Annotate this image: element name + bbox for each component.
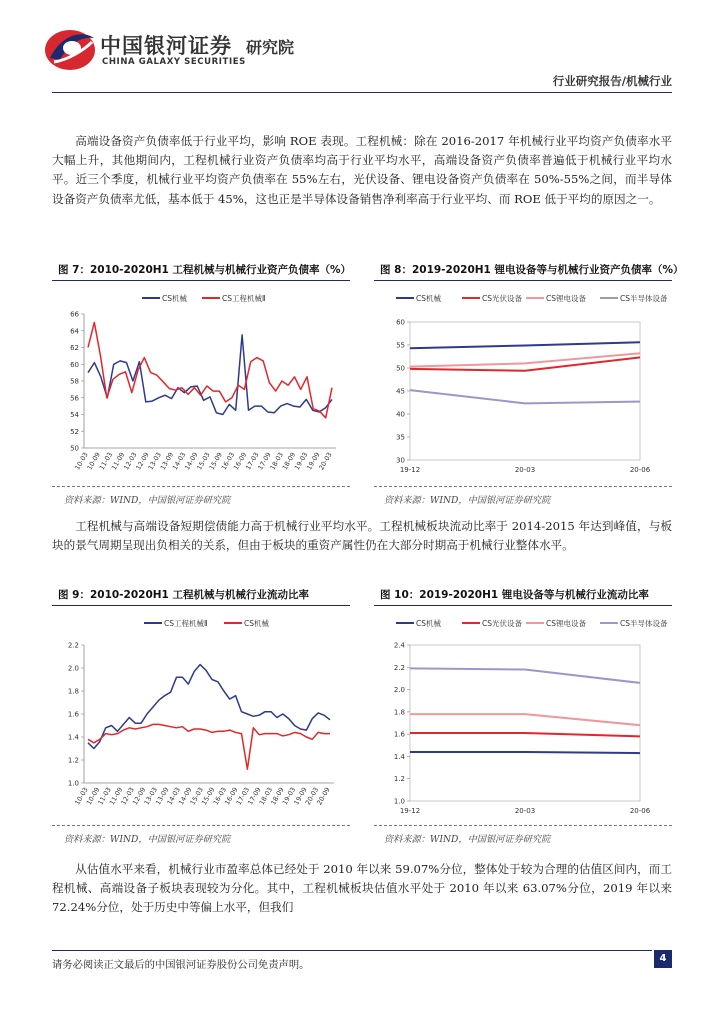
paragraph-2: [52, 517, 672, 555]
fig10-ytick-label-7: 2.4: [393, 641, 405, 650]
fig8-chart: [374, 284, 672, 484]
fig10-xtick-label-1: 20-03: [514, 807, 536, 815]
fig8-source: 资料来源：WIND，中国银河证券研究院: [384, 495, 551, 506]
fig7-ytick-label-1: 52: [70, 427, 79, 436]
company-logo: [42, 24, 312, 76]
fig8-ytick-label-2: 40: [396, 410, 405, 419]
fig7-xtick-label-19: 19-09: [305, 451, 322, 472]
fig8-ytick-label-3: 45: [396, 387, 405, 396]
fig8-series-2: [410, 353, 640, 366]
fig7-xtick-label-17: 18-09: [280, 451, 298, 472]
fig7-xtick-label-4: 12-03: [122, 451, 139, 472]
fig7-xtick-label-11: 15-09: [207, 451, 224, 472]
fig7-xtick-label-6: 13-03: [146, 451, 163, 472]
fig9-xtick-label-11: 15-09: [200, 786, 217, 807]
paragraph-3-text: 从估值水平来看，机械行业市盈率总体已经处于 2010 年以来 59.07%分位，整体处于较为合理的估值区间内，而工程机械、高端设备子板块表现较为分化。其中，工程机械板块估值水平处于 2010 年以来 63.07%分位，2019 年以来 72.24%分位，处于历史中等偏上水平，但我们: [52, 862, 672, 915]
fig10-legend-label-0: CS机械: [416, 619, 441, 628]
fig7-ytick-label-3: 56: [70, 394, 79, 403]
fig8-ytick-label-1: 35: [396, 433, 405, 442]
fig9-xtick-label-13: 16-09: [223, 786, 240, 807]
fig9-xtick-label-5: 12-09: [130, 786, 148, 807]
fig8-xtick-label-1: 20-03: [514, 466, 536, 474]
fig7-ytick-label-5: 60: [70, 360, 79, 369]
fig9-xtick-label-12: 16-03: [211, 786, 229, 807]
fig9-xtick-label-20: 20-03: [303, 786, 321, 807]
fig10-ytick-label-1: 1.2: [393, 775, 405, 784]
fig9-xtick-label-3: 11-09: [107, 786, 125, 807]
fig7-series-0: [88, 335, 332, 415]
fig10-xtick-label-0: 19-12: [399, 807, 421, 815]
fig9-ytick-label-4: 1.8: [67, 687, 79, 696]
company-name-en: CHINA GALAXY SECURITIES: [102, 57, 246, 67]
fig9-xtick-label-8: 14-03: [165, 786, 182, 807]
fig7-xtick-label-3: 11-09: [109, 451, 127, 472]
fig10-source-rule: [374, 825, 672, 826]
fig8-source-rule: [374, 486, 672, 487]
fig9-ytick-label-3: 1.6: [67, 710, 79, 719]
fig7-xtick-label-7: 13-09: [158, 451, 176, 472]
fig9-xtick-label-17: 18-09: [269, 786, 286, 807]
fig8-series-3: [410, 390, 640, 403]
fig10-legend-label-1: CS光伏设备: [482, 619, 522, 628]
fig10-xtick-label-2: 20-06: [629, 807, 651, 815]
paragraph-2-text: 工程机械与高端设备短期偿债能力高于机械行业平均水平。工程机械板块流动比率于 2014-2015 年达到峰值，与板块的景气周期呈现出负相关的关系，但由于板块的重资产属性仍在大部分时期高于机械行业整体水平。: [52, 519, 672, 553]
fig9-xtick-label-18: 19-03: [280, 786, 298, 807]
fig10-ytick-label-5: 2.0: [393, 686, 405, 695]
fig10-ytick-label-3: 1.6: [393, 730, 405, 739]
fig9-xtick-label-4: 12-03: [119, 786, 136, 807]
fig10-series-2: [410, 714, 640, 725]
fig9-source: 资料来源：WIND，中国银河证券研究院: [64, 834, 231, 845]
report-category: 行业研究报告/机械行业: [552, 74, 672, 88]
fig7-xtick-label-2: 11-03: [97, 451, 115, 472]
fig7-legend-label-1: CS工程机械Ⅱ: [222, 294, 266, 303]
fig10-title-rule: [374, 605, 672, 606]
fig9-title-rule: [52, 605, 350, 606]
paragraph-1: [52, 132, 672, 209]
fig7-xtick-label-9: 14-09: [183, 451, 200, 472]
fig10-ytick-label-0: 1.0: [393, 797, 405, 806]
fig8-ytick-label-4: 50: [396, 364, 405, 373]
fig7-xtick-label-8: 14-03: [170, 451, 188, 472]
fig8-xtick-label-0: 19-12: [399, 466, 421, 474]
fig10-chart: [374, 609, 672, 823]
fig9-ytick-label-5: 2.0: [67, 664, 79, 673]
fig9-series-0: [88, 665, 330, 749]
fig7-xtick-label-0: 10-03: [73, 451, 90, 472]
fig7-xtick-label-20: 20-03: [317, 451, 334, 472]
fig7-ytick-label-2: 54: [70, 411, 79, 419]
fig7-ytick-label-8: 66: [70, 310, 79, 319]
fig8-xtick-label-2: 20-06: [629, 466, 651, 474]
fig10-ytick-label-2: 1.4: [393, 752, 405, 761]
fig10-title: 图 10：2019-2020H1 锂电设备等与机械行业流动比率: [380, 589, 649, 601]
fig10-ytick-label-4: 1.8: [393, 708, 405, 717]
paragraph-1-text: 高端设备资产负债率低于行业平均，影响 ROE 表现。工程机械：除在 2016-2017 年机械行业平均资产负债率水平大幅上升，其他期间内，工程机械行业资产负债率均高于行业平均水平，高端设备资产负债率普遍低于机械行业平均水平。近三个季度，机械行业平均资产负债率在 55%左右，光伏设备、锂电设备资产负债率在 50%-55%之间，而半导体设备资产负债率尤低，基本低于 45%，这也正是半导体设备销售净利率高于行业平均、而 ROE 低于平均的原因之一。: [52, 134, 672, 206]
fig9-xtick-label-1: 10-09: [84, 786, 102, 807]
fig10-series-0: [410, 752, 640, 753]
fig8-title: 图 8：2019-2020H1 锂电设备等与机械行业资产负债率（%）: [380, 264, 684, 276]
fig7-source: 资料来源：WIND，中国银河证券研究院: [64, 495, 231, 506]
fig7-ytick-label-4: 58: [70, 377, 79, 386]
fig7-legend-label-0: CS机械: [162, 294, 187, 303]
fig7-series-1: [88, 322, 332, 417]
fig7-ytick-label-6: 62: [70, 344, 79, 352]
fig9-title: 图 9：2010-2020H1 工程机械与机械行业流动比率: [58, 589, 310, 601]
fig9-ytick-label-1: 1.2: [67, 756, 79, 765]
fig10-ytick-label-6: 2.2: [393, 663, 405, 672]
fig8-ytick-label-0: 30: [396, 456, 405, 465]
fig9-xtick-label-10: 15-03: [188, 786, 205, 807]
fig7-xtick-label-18: 19-03: [292, 451, 310, 472]
fig9-xtick-label-0: 10-03: [73, 786, 90, 807]
fig9-ytick-label-6: 2.2: [67, 641, 79, 650]
fig8-title-rule: [374, 280, 672, 281]
fig9-xtick-label-7: 13-09: [154, 786, 171, 807]
fig10-series-1: [410, 733, 640, 736]
fig9-ytick-label-0: 1.0: [67, 779, 79, 788]
fig10-legend-label-3: CS半导体设备: [620, 619, 668, 628]
footer-disclaimer: 请务必阅读正文最后的中国银河证券股份公司免责声明。: [52, 959, 310, 971]
fig9-xtick-label-6: 13-03: [142, 786, 159, 807]
fig7-chart: [52, 284, 350, 484]
fig7-xtick-label-10: 15-03: [195, 451, 212, 472]
paragraph-3: [52, 860, 672, 918]
fig9-xtick-label-15: 17-09: [246, 786, 263, 807]
fig7-xtick-label-15: 17-09: [256, 451, 273, 472]
fig10-source: 资料来源：WIND，中国银河证券研究院: [384, 834, 551, 845]
fig8-ytick-label-6: 60: [396, 318, 405, 327]
fig7-xtick-label-14: 17-03: [244, 451, 261, 472]
fig7-title: 图 7：2010-2020H1 工程机械与机械行业资产负债率（%）: [58, 264, 352, 276]
fig9-legend-label-1: CS机械: [244, 619, 269, 628]
fig7-title-rule: [52, 280, 350, 281]
fig9-series-1: [88, 724, 330, 769]
fig7-xtick-label-16: 18-03: [268, 451, 285, 472]
fig8-legend-label-0: CS机械: [416, 294, 441, 303]
fig7-xtick-label-12: 16-03: [219, 451, 237, 472]
fig8-legend-label-3: CS半导体设备: [620, 294, 668, 303]
fig8-ytick-label-5: 55: [396, 341, 405, 350]
galaxy-logo-icon: [42, 24, 98, 76]
fig9-source-rule: [52, 825, 350, 826]
fig10-legend-label-2: CS锂电设备: [546, 619, 586, 628]
fig7-xtick-label-13: 16-09: [231, 451, 249, 472]
fig9-xtick-label-19: 19-09: [292, 786, 309, 807]
fig10-series-3: [410, 668, 640, 683]
fig9-legend-label-0: CS工程机械Ⅱ: [164, 619, 208, 628]
fig7-xtick-label-5: 12-09: [134, 451, 151, 472]
fig7-source-rule: [52, 486, 350, 487]
fig8-legend-label-1: CS光伏设备: [482, 294, 522, 303]
fig9-ytick-label-2: 1.4: [67, 733, 79, 742]
header-divider: [52, 92, 672, 93]
fig9-xtick-label-2: 11-03: [96, 786, 113, 807]
fig9-chart: [52, 609, 350, 823]
fig8-series-0: [410, 342, 640, 348]
fig9-xtick-label-9: 14-09: [177, 786, 194, 807]
company-name-cn: 中国银河证券: [100, 34, 232, 58]
fig7-xtick-label-1: 10-09: [85, 451, 102, 472]
footer-divider: [52, 950, 652, 951]
fig9-xtick-label-16: 18-03: [257, 786, 275, 807]
page-number: 4: [654, 950, 672, 968]
fig9-xtick-label-14: 17-03: [234, 786, 252, 807]
fig7-ytick-label-0: 50: [70, 444, 79, 453]
institute-name: 研究院: [246, 38, 295, 57]
fig7-ytick-label-7: 64: [70, 327, 79, 336]
fig8-legend-label-2: CS锂电设备: [546, 294, 586, 303]
fig9-xtick-label-21: 20-09: [315, 786, 332, 807]
